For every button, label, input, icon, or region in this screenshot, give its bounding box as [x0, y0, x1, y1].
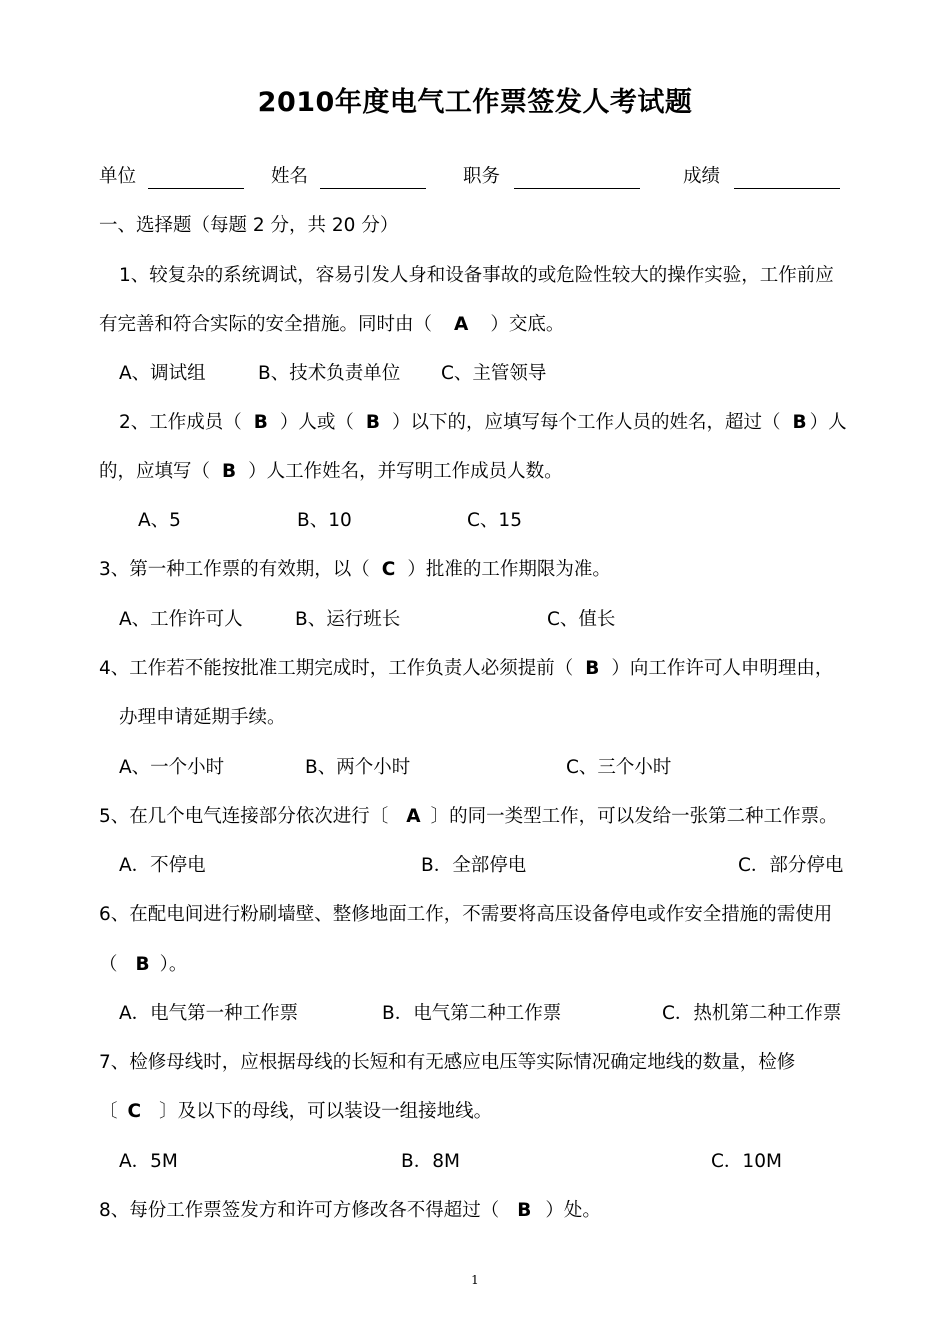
q3-text: 3、第一种工作票的有效期，以（ — [99, 559, 370, 580]
q1-line2 — [99, 313, 564, 337]
q4-text: ）向工作许可人申明理由， — [611, 658, 834, 679]
q5-option-c: C．部分停电 — [738, 855, 844, 876]
q2-answer-4: B — [222, 461, 237, 482]
q1-text: 有完善和符合实际的安全措施。同时由（ — [99, 314, 433, 335]
q5-answer: A — [406, 806, 421, 827]
q6-text: （ — [99, 954, 118, 975]
q6-answer: B — [135, 954, 150, 975]
unit-field — [99, 165, 244, 189]
q2-text: ）以下的，应填写每个工作人员的姓名，超过（ — [392, 412, 781, 433]
q8-line1 — [99, 1199, 601, 1223]
q2-option-a: A、5 — [138, 510, 181, 531]
q4-line1 — [99, 657, 833, 681]
q2-text: 2、工作成员（ — [119, 412, 242, 433]
q7-option-c: C．10M — [711, 1151, 782, 1172]
q3-text: ）批准的工作期限为准。 — [407, 559, 611, 580]
q2-answer-1: B — [253, 412, 268, 433]
q3-line1 — [99, 558, 611, 582]
name-field — [271, 165, 426, 189]
score-blank — [734, 168, 840, 189]
q4-answer: B — [585, 658, 600, 679]
q2-answer-3: B — [792, 412, 807, 433]
q7-line2 — [99, 1100, 492, 1124]
score-label: 成绩 — [683, 166, 721, 187]
q6-line1: 6、在配电间进行粉刷墙壁、整修地面工作，不需要将高压设备停电或作安全措施的需使用 — [99, 904, 833, 925]
q7-answer: C — [127, 1101, 142, 1122]
q2-line2 — [99, 460, 563, 484]
section-heading: 一、选择题（每题 2 分，共 20 分） — [99, 215, 399, 236]
position-blank — [514, 168, 640, 189]
q4-option-a: A、一个小时 — [119, 757, 225, 778]
q4-text: 4、工作若不能按批准工期完成时，工作负责人必须提前（ — [99, 658, 574, 679]
unit-blank — [148, 168, 244, 189]
q3-answer: C — [381, 559, 396, 580]
q6-option-c: C．热机第二种工作票 — [662, 1003, 842, 1024]
q5-option-a: A．不停电 — [119, 855, 206, 876]
q2-line1 — [119, 411, 847, 435]
q7-option-b: B．8M — [401, 1151, 460, 1172]
q1-option-c: C、主管领导 — [441, 363, 547, 384]
q5-text: 5、在几个电气连接部分依次进行〔 — [99, 806, 389, 827]
score-field — [683, 165, 840, 189]
q4-option-b: B、两个小时 — [305, 757, 411, 778]
q2-text: ）人 — [809, 412, 847, 433]
q3-option-b: B、运行班长 — [295, 609, 401, 630]
position-field — [463, 165, 640, 189]
q6-option-a: A．电气第一种工作票 — [119, 1003, 299, 1024]
q5-line1 — [99, 805, 838, 829]
q7-option-a: A．5M — [119, 1151, 178, 1172]
q6-line2 — [99, 953, 187, 977]
q1-option-a: A、调试组 — [119, 363, 206, 384]
q2-text: 的，应填写（ — [99, 461, 211, 482]
q2-answer-2: B — [365, 412, 381, 433]
q2-text: ）人工作姓名，并写明工作成员人数。 — [248, 461, 563, 482]
position-label: 职务 — [463, 166, 501, 187]
q6-option-b: B．电气第二种工作票 — [382, 1003, 562, 1024]
q3-option-a: A、工作许可人 — [119, 609, 243, 630]
q2-option-b: B、10 — [297, 510, 352, 531]
q7-line1: 7、检修母线时，应根据母线的长短和有无感应电压等实际情况确定地线的数量，检修 — [99, 1052, 796, 1073]
q5-text: 〕的同一类型工作，可以发给一张第二种工作票。 — [430, 806, 838, 827]
name-label: 姓名 — [271, 166, 309, 187]
q1-option-b: B、技术负责单位 — [258, 363, 401, 384]
q3-option-c: C、值长 — [547, 609, 616, 630]
q1-line1: 1、较复杂的系统调试，容易引发人身和设备事故的或危险性较大的操作实验，工作前应 — [119, 265, 834, 286]
q7-text: 〕及以下的母线，可以装设一组接地线。 — [159, 1101, 493, 1122]
q2-option-c: C、15 — [467, 510, 522, 531]
page-title: 2010年度电气工作票签发人考试题 — [257, 87, 693, 118]
q2-text: ）人或（ — [279, 412, 354, 433]
unit-label: 单位 — [99, 166, 137, 187]
q1-text-end: ）交底。 — [490, 314, 565, 335]
q5-option-b: B．全部停电 — [421, 855, 527, 876]
q7-text: 〔 — [99, 1101, 118, 1122]
q4-option-c: C、三个小时 — [566, 757, 672, 778]
q4-line2: 办理申请延期手续。 — [119, 707, 286, 728]
q8-text: ）处。 — [545, 1200, 601, 1221]
q6-text: ）。 — [159, 954, 188, 975]
page-number: 1 — [471, 1273, 479, 1287]
q8-text: 8、每份工作票签发方和许可方修改各不得超过（ — [99, 1200, 500, 1221]
q8-answer: B — [517, 1200, 532, 1221]
q1-answer: A — [454, 314, 469, 335]
name-blank — [320, 168, 426, 189]
